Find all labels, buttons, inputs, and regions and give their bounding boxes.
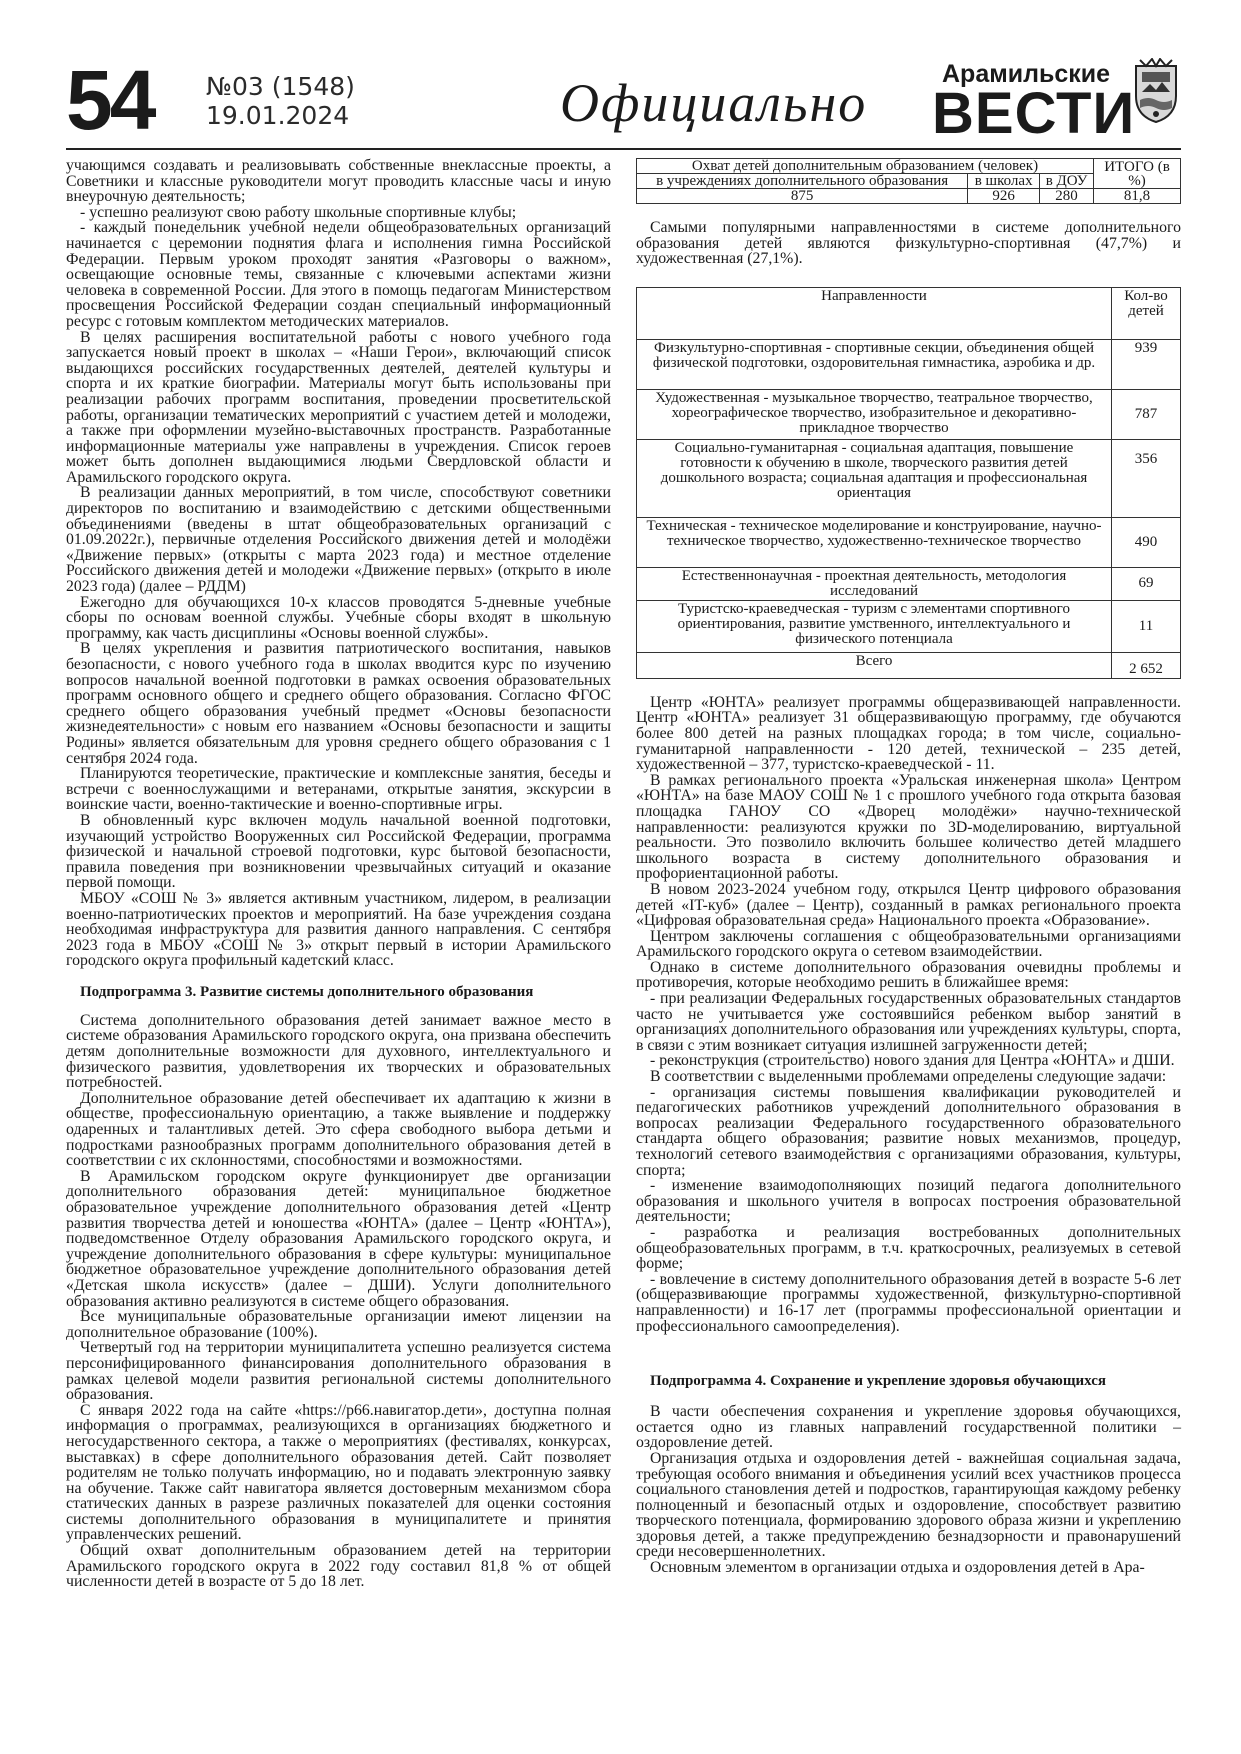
paragraph: учающимся создавать и реализовывать собственные внеклассные проекты, а Советники и классные руководители могут проводить классные часы и иную внеурочную деятельность; [66,157,611,206]
count-cell: 69 [1112,567,1181,600]
paragraph: Однако в системе дополнительного образования очевидны проблемы и противоречия, которые необходимо решить в ближайшее время: [636,958,1181,992]
paragraph: Все муниципальные образовательные организации имеют лицензии на дополнительное образование (100%). [66,1308,611,1341]
paragraph: В новом 2023-2024 учебном году, открылся Центр цифрового образования детей «IT-куб» (далее – Центр), созданный в рамках регионального проекта «Цифровая образовательная среда» Национального проекта «Образование». [636,880,1181,930]
direction-cell: Естественнонаучная - проектная деятельность, методология исследований [637,567,1112,600]
total-label: Всего [637,652,1112,678]
paragraph: Планируются теоретические, практические и комплексные занятия, беседы и встречи с военнослужащими и ветеранами, открытые занятия, экскурсии в воинские части, военно-тактические и военно-спортивные игры. [66,765,611,814]
total-count: 2 652 [1112,652,1181,678]
paragraph: В обновленный курс включен модуль начальной военной подготовки, изучающий устройство Вооруженных сил Российской Федерации, программа физической и начальной строевой подготовки, курс бытовой безопасности, правила поведения при возникновении чрезвычайных ситуаций и оказание первой помощи. [66,811,611,892]
section-title: Официально [560,73,868,133]
paragraph: Четвертый год на территории муниципалитета успешно реализуется система персонифицированного финансирования дополнительного образования в рамках целевой модели развития региональной системы дополнительного образования. [66,1339,611,1404]
paragraph: В части обеспечения сохранения и укрепление здоровья обучающихся, остается одно из главных направлений государственной политики – оздоровление детей. [636,1403,1181,1452]
page-header [66,53,1181,150]
paragraph: Система дополнительного образования детей занимает важное место в системе образования Арамильского городского округа, она призвана обеспечить детям дополнительные возможности для духовного, интеллектуального и физического развития, удовлетворения их творческих и образовательных потребностей. [66,1011,611,1092]
left-column [66,158,611,1590]
paragraph: Центр «ЮНТА» реализует программы общеразвивающей направленности. Центр «ЮНТА» реализует 31 общеразвивающую программу, где обучаются более 800 детей на разных площадках города; в том числе, социально-гуманитарной направленности - 120 детей, технической – 235 детей, художественной – 377, туристско-краеведческой - 11. [636,693,1181,774]
paragraph: - при реализации Федеральных государственных образовательных стандартов часто не учитывается уже состоявшийся ребенком выбор занятий в организациях дополнительного образования или учреждениях культуры, спорта, в связи с этим возникает ситуация излишней загруженности детей; [636,990,1181,1054]
paragraph: - успешно реализуют свою работу школьные спортивные клубы; [80,203,517,221]
coverage-cell: 81,8 [1094,189,1181,204]
direction-cell: Туристско-краеведческая - туризм с элементами спортивного ориентирования, развитие умственного, интеллектуального и физического потенциала [637,600,1112,652]
paragraph: В реализации данных мероприятий, в том числе, способствуют советники директоров по воспитанию и взаимодействию с детскими общественными объединениями (введены в штат общеобразовательных организаций с 01.09.2022г.), первичные отделения Российского движения детей и молодёжи «Движение первых» (открыты с марта 2023 года) и местное отделение Российского движения детей и молодежи «Движение первых» (открыто в июле 2023 года) (далее – РДДМ) [66,484,611,596]
paragraph: В соответствии с выделенными проблемами определены следующие задачи: [650,1068,1167,1086]
logo-bottom-text: ВЕСТИ [932,81,1136,146]
paragraph: Организация отдыха и оздоровления детей - важнейшая социальная задача, требующая особого внимания и объединения усилий всех участников процесса социального становления детей и подростков, гарантирующая каждому ребенку полноценный и безопасный отдых и оздоровление, способствует развитию творческого потенциала, формированию здорового образа жизни и укреплению здоровья детей, а также предупреждению безнадзорности и правонарушений среди несовершеннолетних. [636,1449,1181,1561]
paragraph: МБОУ «СОШ № 3» является активным участником, лидером, в реализации военно-патриотических проектов и мероприятий. На базе учреждения создана необходимая инфраструктура для развития данного направления. С сентября 2023 года в МБОУ «СОШ № 3» открыт первый в истории Арамильского городского округа профильный кадетский класс. [66,889,611,970]
coverage-cell: 875 [637,189,968,204]
paragraph: Центром заключены соглашения с общеобразовательными организациями Арамильского городского округа о сетевом взаимодействии. [636,927,1181,961]
issue-date: 19.01.2024 [206,101,350,130]
directions-header: Направленности [637,287,1112,339]
coat-of-arms-icon [1132,58,1180,124]
subprogram-4-heading: Подпрограмма 4. Сохранение и укрепление здоровья обучающихся [650,1373,1106,1390]
logo-top-text: Арамильские [942,60,1111,88]
count-cell: 490 [1112,517,1181,567]
issue-info [206,72,355,130]
paragraph: В целях укрепления и развития патриотического воспитания, навыков безопасности, с нового учебного года в школах вводится курс по изучению вопросов начальной военной подготовки в рамках освоения образовательных программ основного общего и среднего общего образования. Согласно ФГОС среднего общего образования учебный предмет «Основы безопасности жизнедеятельности» с новым его названием «Основы безопасности и защиты Родины» является обязательным для уровня среднего общего образования с 1 сентября 2024 года. [66,640,611,767]
paragraph: В рамках регионального проекта «Уральская инженерная школа» Центром «ЮНТА» на базе МАОУ СОШ № 1 с прошлого учебного года открыта базовая площадка ГАНОУ СО «Дворец молодёжи» научно-технической направленности: реализуются кружки по 3D-моделированию, виртуальной реальности. Это позволило включить большее количество детей младшего школьного возраста в систему дополнительного образования и профориентационной работы. [636,771,1181,883]
paragraph: - каждый понедельник учебной недели общеобразовательных организаций начинается с церемонии поднятия флага и исполнения гимна Российской Федерации. Первым уроком проходят занятия «Разговоры о важном», освещающие основные темы, связанные с ключевыми аспектами жизни человека в современной России. Для этого в помощь педагогам Министерством просвещения Российской Федерации создан специальный информационный ресурс с готовым комплектом методических материалов. [66,219,611,330]
paragraph: В Арамильском городском округе функционирует две организации дополнительного образования детей: муниципальное бюджетное образовательное учреждение дополнительного образования детей «Центр развития творчества детей и юношества «ЮНТА» (далее – Центр «ЮНТА»), подведомственное Отделу образования Арамильского городского округа, и учреждение дополнительного образования в сфере культуры: муниципальное бюджетное образовательное учреждение дополнительного образования детей «Детская школа искусств» (далее – ДШИ). Услуги дополнительного образования активно реализуются в системе общего образования. [66,1167,611,1310]
direction-cell: Социально-гуманитарная - социальная адаптация, повышение готовности к обучению в школе, творческого развития детей дошкольного возраста; социальная адаптация и профессиональная ориентация [637,439,1112,517]
coverage-cell: 926 [968,189,1040,204]
subprogram-3-heading: Подпрограмма 3. Развитие системы дополнительного образования [80,983,534,1000]
count-cell: 939 [1112,339,1181,389]
count-cell: 787 [1112,389,1181,439]
coverage-table [636,158,1181,204]
direction-cell: Техническая - техническое моделирование и конструирование, научно-техническое творчество, художественно-техническое творчество [637,517,1112,567]
direction-cell: Художественная - музыкальное творчество, театральное творчество, хореографическое творчество, изобразительное и декоративно-прикладное творчество [637,389,1112,439]
paragraph: - разработка и реализация востребованных дополнительных общеобразовательных программ, в т.ч. краткосрочных, реализуемых в сетевой форме; [636,1223,1181,1273]
issue-number: №03 (1548) [206,72,355,101]
paragraph: - вовлечение в систему дополнительного образования детей в возрасте 5-6 лет (общеразвивающие программы художественной, физкультурно-спортивной направленности) и 16-17 лет (программы профессиональной ориентации и профессионального самоопределения). [636,1270,1181,1335]
coverage-table-title: Охват детей дополнительным образованием (человек) [637,159,1094,174]
coverage-cell: 280 [1040,189,1094,204]
paragraph: - организация системы повышения квалификации руководителей и педагогических работников учреждений дополнительного образования в вопросах реализации Федерального государственного образовательного стандарта общего образования; развитие новых механизмов, процедур, технологий сетевого взаимодействия с организациями образования, культуры, спорта; [636,1083,1181,1179]
coverage-col-header: в ДОУ [1040,174,1094,189]
count-cell: 356 [1112,439,1181,517]
paragraph: С января 2022 года на сайте «https://р66.навигатор.дети», доступна полная информация о программах, реализующихся в организациях бюджетного и негосударственного сектора, а также о мероприятиях (фестивалях, конкурсах, выставках) в сфере дополнительного образования детей. Сайт позволяет родителям не только получать информацию, но и подавать электронную заявку на обучение. Также сайт навигатора является достоверным механизмом сбора статических данных в разрезе различных показателей для оценки состояния системы дополнительного образования в муниципалитете и принятия управленческих решений. [66,1401,611,1544]
coverage-total-header: ИТОГО (в %) [1094,159,1181,189]
page-number: 54 [66,53,154,147]
paragraph: Самыми популярными направленностями в системе дополнительного образования детей являются физкультурно-спортивная (47,7%) и художественная (27,1%). [636,219,1181,268]
directions-table [636,287,1181,679]
paragraph: Общий охват дополнительным образованием детей на территории Арамильского городского округа в 2022 году составил 81,8 % от общей численности детей в возрасте от 5 до 18 лет. [66,1542,611,1591]
count-cell: 11 [1112,600,1181,652]
coverage-col-header: в школах [968,174,1040,189]
header-divider [66,148,1181,150]
paragraph: - реконструкция (строительство) нового здания для Центра «ЮНТА» и ДШИ. [650,1052,1175,1070]
direction-cell: Физкультурно-спортивная - спортивные секции, объединения общей физической подготовки, оздоровительная гимнастика, аэробика и др. [637,339,1112,389]
coverage-col-header: в учреждениях дополнительного образования [637,174,968,189]
paragraph: - изменение взаимодополняющих позиций педагога дополнительного образования и школьного учителя в вопросах построения образовательной деятельности; [636,1177,1181,1226]
paragraph: В целях расширения воспитательной работы с нового учебного года запускается новый проект в школах – «Наши Герои», включающий список выдающихся российских государственных деятелей, деятелей культуры и спорта и их краткие биографии. Материалы могут быть использованы при реализации рабочих программ воспитания, проведении просветительской работы, организации тематических мероприятий с участием детей и молодежи, а также при оформлении музейно-выставочных пространств. Разработанные информационные материалы уже направлены в учреждения. Список героев может быть дополнен выдающимися людьми Свердловской области и Арамильского городского округа. [66,328,611,486]
paragraph: Ежегодно для обучающихся 10-х классов проводятся 5-дневные учебные сборы по основам военной службы. Учебные сборы входят в школьную программу, как часть дисциплины «Основы военной службы». [66,593,611,642]
paragraph: Основным элементом в организации отдыха и оздоровления детей в Ара- [650,1559,1145,1577]
newspaper-logo [932,60,1136,146]
right-column [636,158,1181,1576]
paragraph: Дополнительное образование детей обеспечивает их адаптацию к жизни в обществе, профессиональную ориентацию, а также выявление и поддержку одаренных и талантливых детей. Это сфера свободного выбора детьми и подростками разнообразных программ дополнительного образования детей в соответствии с их склонностями, способностями и возможностями. [66,1089,611,1170]
count-header: Кол-во детей [1112,287,1181,339]
